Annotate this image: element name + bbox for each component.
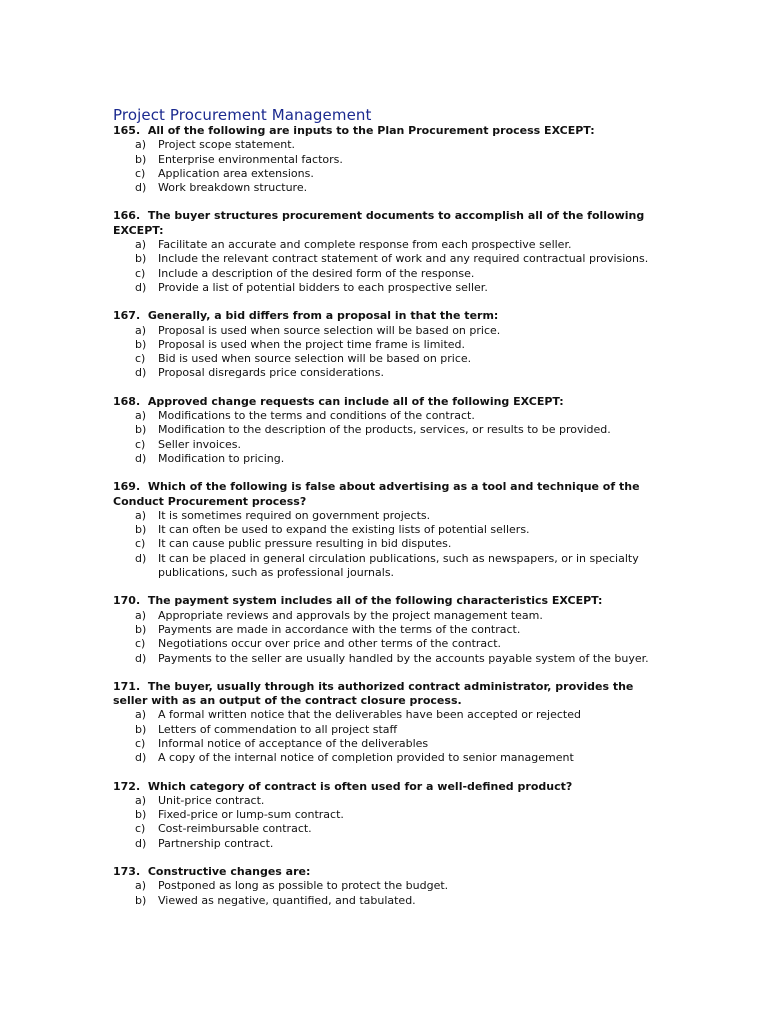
answer-options [113,138,653,195]
question-text: The buyer, usually through its authorized contract administrator, provides the seller with as an output of the contract closure process. [113,679,634,708]
question-stem [113,865,653,879]
question-stem [113,480,653,509]
option-text: Work breakdown structure. [158,181,308,195]
question-number: 173. [113,865,141,879]
option-text: Partnership contract. [158,836,274,850]
option-letter: c) [135,437,146,451]
answer-option [113,708,653,722]
option-text: A copy of the internal notice of completion provided to senior management [158,751,574,765]
option-text: Payments are made in accordance with the terms of the contract. [158,622,521,636]
question-stem [113,309,653,323]
option-text: Informal notice of acceptance of the deliverables [158,736,429,750]
option-letter: d) [135,451,147,465]
option-text: Modifications to the terms and conditions of the contract. [158,409,475,423]
option-letter: d) [135,366,147,380]
option-text: It can often be used to expand the existing lists of potential sellers. [158,523,530,537]
answer-option [113,153,653,167]
question-item [113,395,653,466]
option-letter: c) [135,537,146,551]
answer-options [113,509,653,580]
option-letter: b) [135,523,147,537]
question-text: Generally, a bid differs from a proposal in that the term: [147,309,499,323]
answer-option [113,281,653,295]
option-letter: d) [135,751,147,765]
answer-option [113,822,653,836]
question-text: Which of the following is false about advertising as a tool and technique of the Conduct Procurement process? [113,480,640,508]
option-text: Application area extensions. [158,166,314,180]
question-stem [113,680,653,709]
answer-option [113,167,653,181]
question-number: 172. [113,779,141,793]
option-letter: a) [135,508,147,522]
option-text: Modification to pricing. [158,451,285,465]
answer-option [113,181,653,195]
option-letter: d) [135,836,147,850]
answer-options [113,609,653,666]
option-text: Include the relevant contract statement of work and any required contractual provisions. [158,252,649,266]
question-item [113,124,653,195]
answer-option [113,438,653,452]
option-letter: a) [135,879,147,893]
answer-option [113,238,653,252]
option-text: A formal written notice that the deliverables have been accepted or rejected [158,708,581,722]
page-title: Project Procurement Management [113,106,372,124]
option-text: Provide a list of potential bidders to each prospective seller. [158,280,488,294]
question-text: The buyer structures procurement documents to accomplish all of the following EXCEPT: [113,209,645,237]
question-item [113,680,653,766]
option-letter: b) [135,808,147,822]
option-text: Viewed as negative, quantified, and tabulated. [158,893,416,907]
question-stem [113,209,653,238]
answer-option [113,837,653,851]
option-text: Payments to the seller are usually handled by the accounts payable system of the buyer. [158,651,649,665]
option-text: Proposal is used when the project time frame is limited. [158,337,466,351]
option-letter: b) [135,622,147,636]
answer-option [113,609,653,623]
option-text: Fixed-price or lump-sum contract. [158,808,344,822]
option-letter: c) [135,637,146,651]
answer-option [113,366,653,380]
answer-option [113,552,653,581]
answer-options [113,879,653,908]
option-text: Include a description of the desired form of the response. [158,266,475,280]
answer-option [113,652,653,666]
answer-options [113,238,653,295]
option-letter: b) [135,893,147,907]
option-letter: b) [135,423,147,437]
option-letter: d) [135,651,147,665]
answer-option [113,509,653,523]
option-letter: d) [135,280,147,294]
option-text: Proposal disregards price considerations. [158,366,384,380]
option-letter: c) [135,352,146,366]
option-letter: c) [135,736,146,750]
option-text: Project scope statement. [158,138,296,152]
question-number: 167. [113,309,141,323]
answer-option [113,537,653,551]
answer-option [113,737,653,751]
answer-option [113,267,653,281]
answer-option [113,879,653,893]
question-stem [113,780,653,794]
option-letter: a) [135,793,147,807]
answer-option [113,409,653,423]
question-stem [113,594,653,608]
option-letter: d) [135,551,147,565]
question-stem [113,395,653,409]
option-text: Enterprise environmental factors. [158,152,343,166]
answer-option [113,723,653,737]
option-text: Cost-reimbursable contract. [158,822,312,836]
question-text: The payment system includes all of the following characteristics EXCEPT: [147,594,603,608]
question-item [113,865,653,908]
question-text: All of the following are inputs to the Plan Procurement process EXCEPT: [147,124,595,137]
answer-option [113,324,653,338]
option-text: It can be placed in general circulation publications, such as newspapers, or in specialty publications, such as professional journals. [158,551,639,580]
option-letter: c) [135,166,146,180]
option-letter: a) [135,138,147,152]
answer-option [113,452,653,466]
answer-option [113,138,653,152]
answer-option [113,252,653,266]
question-number: 171. [113,679,141,693]
option-letter: a) [135,708,147,722]
option-letter: a) [135,608,147,622]
answer-options [113,708,653,765]
question-item [113,780,653,851]
answer-options [113,324,653,381]
answer-option [113,808,653,822]
option-letter: b) [135,152,147,166]
option-letter: a) [135,238,147,252]
answer-option [113,623,653,637]
answer-option [113,894,653,908]
answer-option [113,751,653,765]
option-text: Postponed as long as possible to protect the budget. [158,879,449,893]
option-text: Letters of commendation to all project staff [158,722,398,736]
question-text: Which category of contract is often used for a well-defined product? [147,779,573,793]
answer-option [113,338,653,352]
question-item [113,594,653,665]
question-text: Approved change requests can include all of the following EXCEPT: [147,394,564,408]
option-text: Facilitate an accurate and complete response from each prospective seller. [158,238,572,252]
question-number: 168. [113,394,141,408]
option-letter: a) [135,409,147,423]
option-text: Bid is used when source selection will be based on price. [158,352,472,366]
answer-options [113,409,653,466]
option-text: It can cause public pressure resulting in bid disputes. [158,537,452,551]
answer-option [113,637,653,651]
question-number: 169. [113,480,141,494]
option-letter: b) [135,252,147,266]
option-text: It is sometimes required on government projects. [158,508,431,522]
answer-option [113,794,653,808]
option-text: Unit-price contract. [158,793,265,807]
option-letter: c) [135,822,146,836]
question-list [113,124,653,922]
question-number: 170. [113,594,141,608]
answer-options [113,794,653,851]
question-item [113,480,653,580]
option-letter: d) [135,181,147,195]
option-text: Negotiations occur over price and other terms of the contract. [158,637,502,651]
option-letter: b) [135,722,147,736]
option-letter: a) [135,323,147,337]
answer-option [113,352,653,366]
question-item [113,209,653,295]
question-stem [113,124,653,138]
option-text: Proposal is used when source selection will be based on price. [158,323,501,337]
question-text: Constructive changes are: [147,865,311,879]
option-letter: b) [135,337,147,351]
answer-option [113,423,653,437]
option-letter: c) [135,266,146,280]
option-text: Seller invoices. [158,437,242,451]
question-item [113,309,653,380]
question-number: 165. [113,124,141,137]
option-text: Modification to the description of the products, services, or results to be provided. [158,423,611,437]
question-number: 166. [113,209,141,223]
option-text: Appropriate reviews and approvals by the project management team. [158,608,543,622]
answer-option [113,523,653,537]
